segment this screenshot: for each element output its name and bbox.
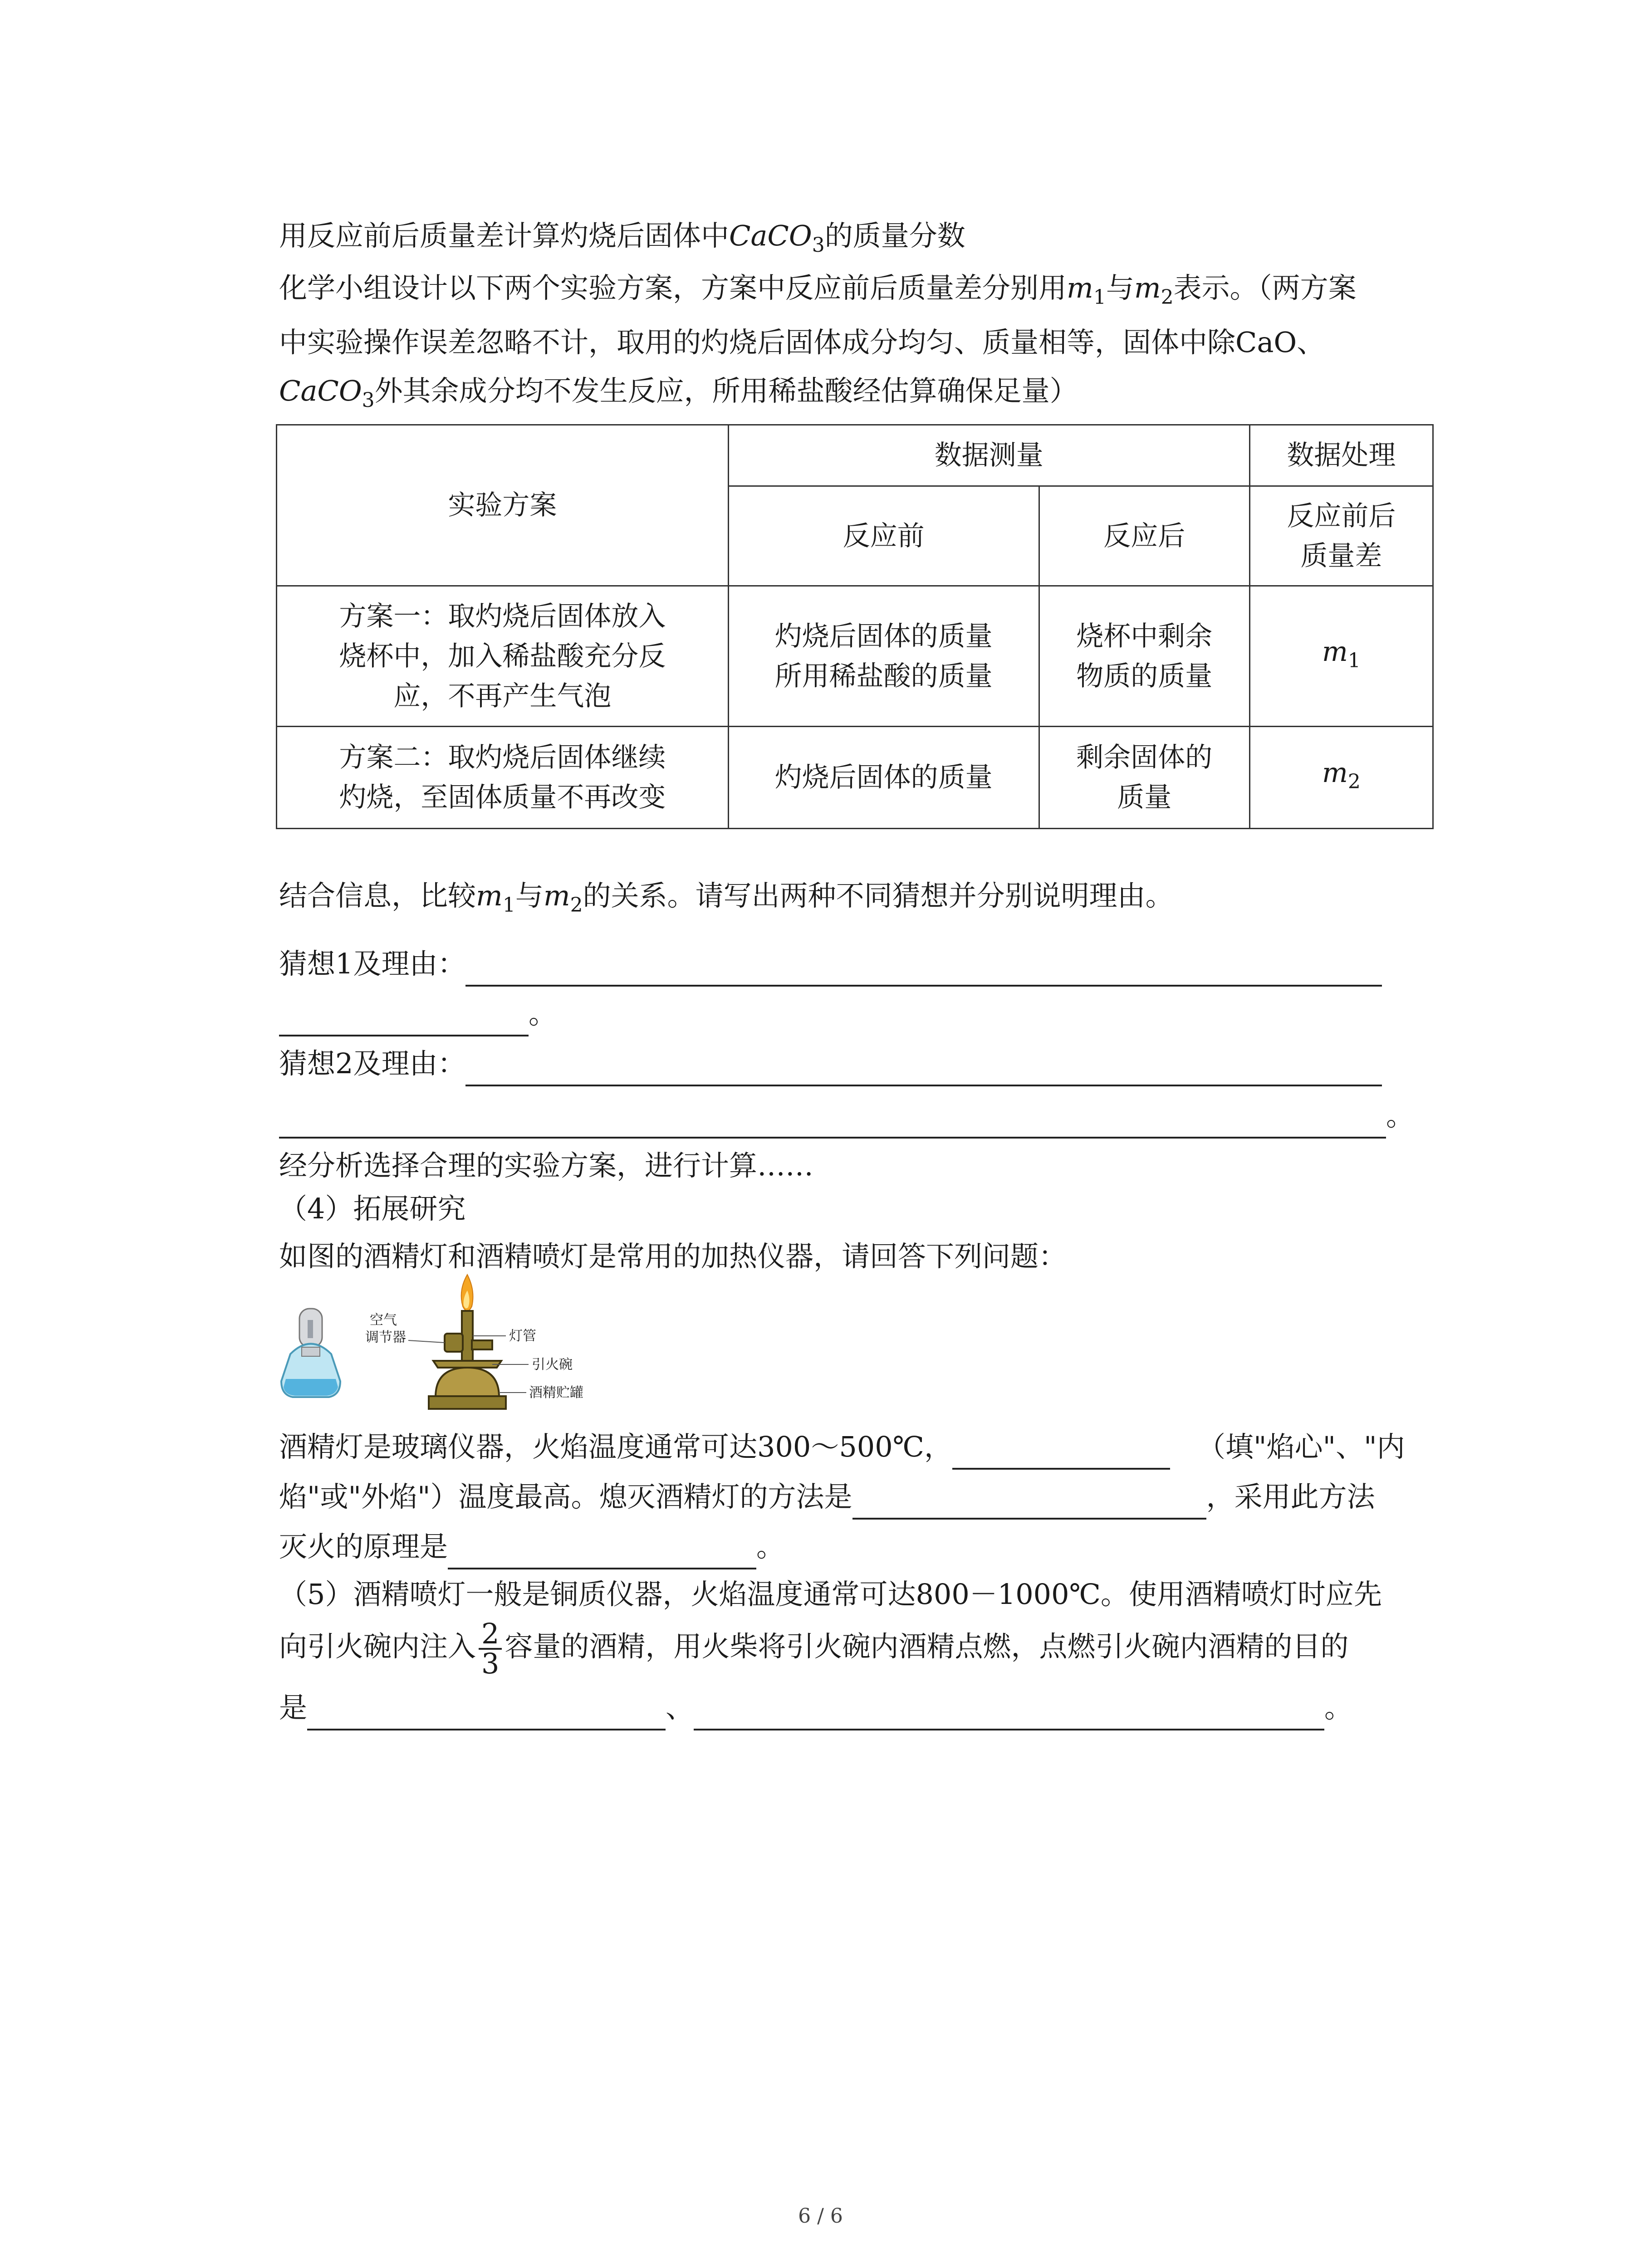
fraction-two-thirds: $\frac{2}{3}$ — [479, 1620, 502, 1678]
intro-line-1 — [279, 213, 965, 268]
symbol-m2: $m_2$ — [1134, 271, 1174, 309]
alcohol-lamp-icon — [281, 1309, 340, 1397]
diff-cell: $m_1$ — [1249, 586, 1433, 727]
label-air-regulator-2: 调节器 — [365, 1330, 406, 1345]
lamp-figure — [272, 1266, 617, 1424]
experiment-plan-table — [276, 424, 1434, 829]
after-cell: 剩余固体的 质量 — [1039, 727, 1249, 829]
header-measure: 数据测量 — [728, 425, 1249, 486]
header-diff: 反应前后 质量差 — [1249, 486, 1433, 586]
header-before: 反应前 — [728, 486, 1039, 586]
header-plan: 实验方案 — [277, 425, 729, 586]
plan-cell: 方案二：取灼烧后固体继续 灼烧，至固体质量不再改变 — [277, 727, 729, 829]
extinguish-principle-blank[interactable] — [448, 1536, 756, 1569]
compare-line: 结合信息，比较$m_1$与$m_2$的关系。请写出两种不同猜想并分别说明理由。 — [279, 879, 1174, 917]
label-ignition-bowl: 引火碗 — [532, 1357, 573, 1373]
q4-line-3: 灭火的原理是 。 — [279, 1524, 784, 1569]
diff-cell: $m_2$ — [1249, 727, 1433, 829]
label-lamp-tube: 灯管 — [509, 1328, 536, 1344]
intro-line-4: CaCO$_3$外其余成分均不发生反应，所用稀盐酸经估算确保足量） — [279, 374, 1078, 412]
q5-line-2: 向引火碗内注入 $\frac{2}{3}$ 容量的酒精，用火柴将引火碗内酒精点燃，点燃引火碗内酒精的目的 — [279, 1617, 1349, 1680]
formula-caco3: CaCO$_3$ — [279, 374, 375, 412]
guess1-line: 猜想1及理由： — [279, 941, 1382, 987]
before-cell: 灼烧后固体的质量 — [728, 727, 1039, 829]
table-row — [277, 586, 1433, 727]
q5-line-3: 是 、 。 — [279, 1685, 1352, 1730]
header-after: 反应后 — [1039, 486, 1249, 586]
q4-heading: （4）拓展研究 — [279, 1192, 466, 1225]
purpose-blank-1[interactable] — [307, 1697, 666, 1730]
text: 用反应前后质量差计算灼烧后固体中 — [279, 219, 730, 252]
label-alcohol-tank: 酒精贮罐 — [529, 1385, 583, 1401]
page-number: 6 / 6 — [798, 2204, 843, 2228]
alcohol-blowtorch-icon — [429, 1275, 506, 1409]
guess2-answer-blank[interactable] — [465, 1053, 1382, 1086]
guess2-line: 猜想2及理由： — [279, 1041, 1382, 1086]
label-air-regulator: 空气 — [370, 1312, 397, 1328]
guess1-answer-blank-2[interactable] — [279, 1003, 529, 1036]
q4-intro: 如图的酒精灯和酒精喷灯是常用的加热仪器，请回答下列问题： — [279, 1240, 1067, 1273]
after-cell: 烧杯中剩余 物质的质量 — [1039, 586, 1249, 727]
q5-line-1: （5）酒精喷灯一般是铜质仪器，火焰温度通常可达800－1000℃。使用酒精喷灯时应先 — [279, 1578, 1382, 1611]
before-cell: 灼烧后固体的质量 所用稀盐酸的质量 — [728, 586, 1039, 727]
q4-line-2: 焰"或"外焰"）温度最高。熄灭酒精灯的方法是 ，采用此方法 — [279, 1474, 1375, 1520]
guess2-answer-blank-2[interactable] — [279, 1105, 1386, 1139]
intro-line-2: 化学小组设计以下两个实验方案，方案中反应前后质量差分别用$m_1$与$m_2$表示。（两方案 — [279, 271, 1357, 309]
intro-line-3: 中实验操作误差忽略不计，取用的灼烧后固体成分均匀、质量相等，固体中除CaO、 — [279, 326, 1325, 359]
analysis-line: 经分析选择合理的实验方案，进行计算…… — [279, 1149, 814, 1182]
symbol-m1: $m_1$ — [1067, 271, 1106, 309]
flame-part-blank[interactable] — [952, 1436, 1170, 1470]
plan-cell: 方案一：取灼烧后固体放入 烧杯中，加入稀盐酸充分反 应，不再产生气泡 — [277, 586, 729, 727]
header-process: 数据处理 — [1249, 425, 1433, 486]
guess1-line-2: 。 — [279, 991, 557, 1036]
table-row — [277, 727, 1433, 829]
guess2-line-2: 。 — [279, 1093, 1414, 1139]
text: 的质量分数 — [824, 219, 965, 252]
q4-line-1: 酒精灯是玻璃仪器，火焰温度通常可达300～500℃， （填"焰心"、"内 — [279, 1424, 1405, 1470]
purpose-blank-2[interactable] — [694, 1697, 1324, 1730]
extinguish-method-blank[interactable] — [852, 1486, 1206, 1520]
formula-caco3: CaCO$_3$ — [729, 219, 825, 257]
guess1-answer-blank[interactable] — [465, 953, 1382, 987]
